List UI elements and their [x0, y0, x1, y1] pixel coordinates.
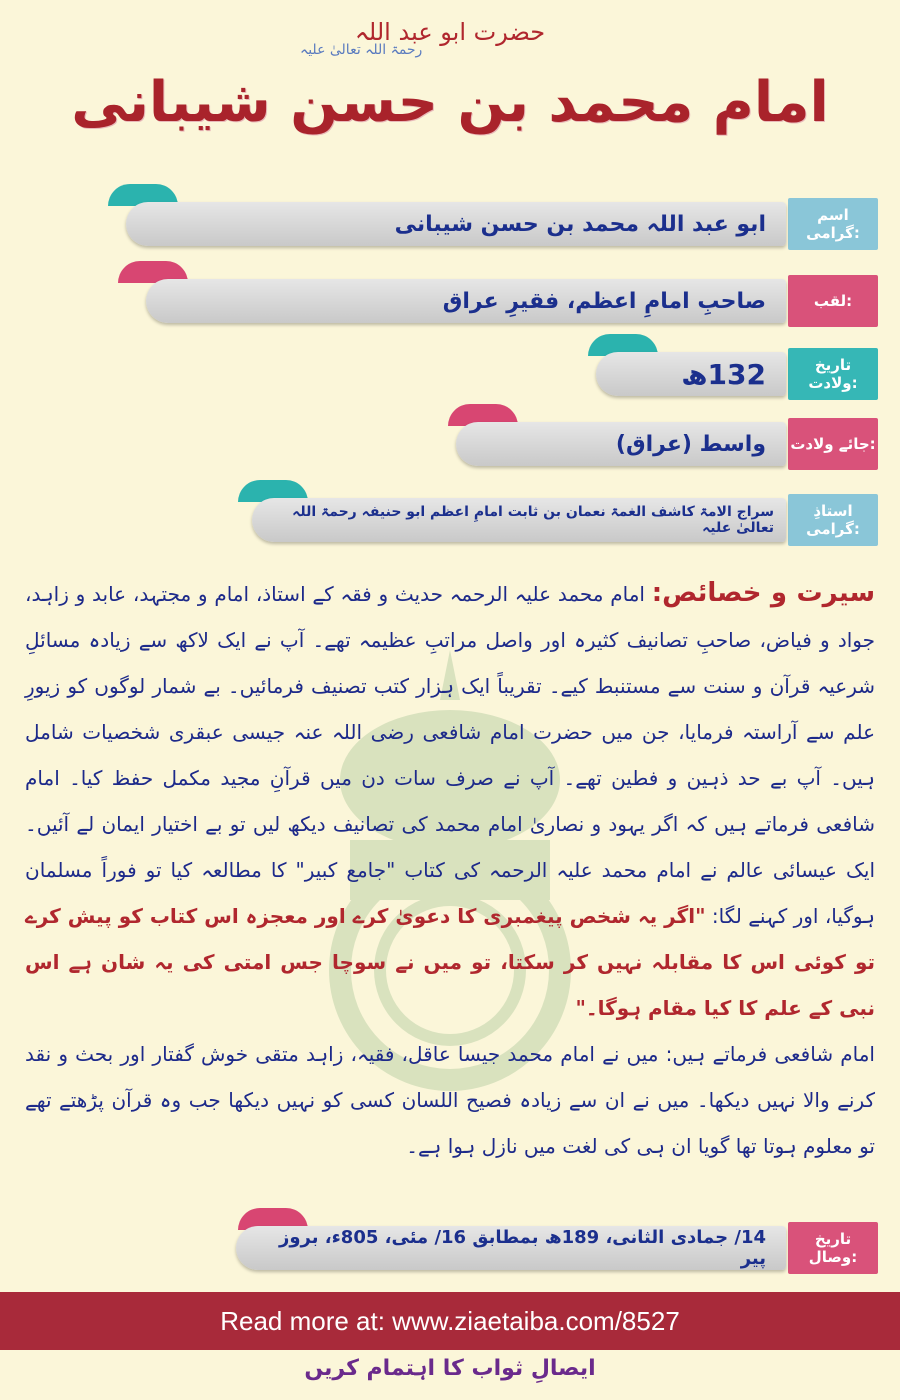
- section-heading: سیرت و خصائص:: [651, 578, 876, 608]
- info-label: استاذِ گرامی:: [788, 494, 878, 546]
- info-label: جائے ولادت:: [788, 418, 878, 470]
- info-value: سراج الامۃ کاشف الغمۃ نعمان بن ثابت امامِ اعظم ابو حنیفہ رحمۃ اللہ تعالیٰ علیہ: [252, 498, 786, 542]
- quote-text: "اگر یہ شخص پیغمبری کا دعویٰ کرے اور معجزہ اس کتاب کو پیش کرے تو کوئی اس کا مقابلہ نہیں کر سکتا، تو میں نے سوچا جس امتی کی یہ شان ہے اس نبی کے علم کا کیا مقام ہوگا۔": [25, 904, 875, 1020]
- footer-note: ایصالِ ثواب کا اہتمام کریں: [304, 1356, 596, 1381]
- info-value: صاحبِ امامِ اعظم، فقیرِ عراق: [146, 279, 786, 323]
- info-label: تاریخ ولادت:: [788, 348, 878, 400]
- info-row-name: [98, 198, 878, 256]
- header-subtitle: حضرت ابو عبد اللہ: [354, 18, 546, 46]
- honorific: رحمۃ اللہ تعالیٰ علیہ: [300, 42, 423, 58]
- info-row-teacher: [238, 494, 878, 552]
- info-value: 14/ جمادی الثانی، 189ھ بمطابق 16/ مئی، 805ء، بروز پیر: [236, 1226, 786, 1270]
- info-label: اسم گرامی:: [788, 198, 878, 250]
- biography-paragraph: امام محمد علیہ الرحمہ حدیث و فقہ کے استاذ، امام و مجتہد، عابد و زاہد، جواد و فیاض، صاحبِ تصانیف کثیرہ اور واصل مراتبِ عظیمہ تھے۔ آپ نے ایک لاکھ سے زیادہ مسائلِ شرعیہ قرآن و سنت سے مستنبط کیے۔ تقریباً ایک ہزار کتب تصنیف فرمائیں۔ بے شمار لوگوں کو زیورِ علم سے آراستہ فرمایا، جن میں حضرت امام شافعی رضی اللہ عنہ جیسی عبقری شخصیات شامل ہیں۔ آپ بے حد ذہین و فطین تھے۔ آپ نے صرف سات دن میں قرآنِ مجید مکمل حفظ کیا۔ امام شافعی فرماتے ہیں کہ اگر یہود و نصاریٰ امام محمد کی تصانیف دیکھ لیں تو بے اختیار ایمان لے آئیں۔ ایک عیسائی عالم نے امام محمد علیہ الرحمہ کی کتاب "جامع کبیر" کا مطالعہ کیا تو فوراً مسلمان ہوگیا، اور کہنے لگا:: [25, 582, 875, 928]
- info-value: واسط (عراق): [456, 422, 786, 466]
- info-row-birth-date: [578, 348, 878, 406]
- read-more-link[interactable]: Read more at: www.ziaetaiba.com/8527: [0, 1292, 900, 1350]
- info-row-birth-place: [438, 418, 878, 476]
- info-value: 132ھ: [596, 352, 786, 396]
- info-label: لقب:: [788, 275, 878, 327]
- info-label: تاریخ وصال:: [788, 1222, 878, 1274]
- info-row-title: [98, 275, 878, 333]
- shafii-paragraph: امام شافعی فرماتے ہیں: میں نے امام محمد جیسا عاقل، فقیہ، زاہد متقی خوش گفتار اور بحث و نقد کرنے والا نہیں دیکھا۔ میں نے ان سے زیادہ فصیح اللسان کسی کو نہیں دیکھا جب وہ قرآن پڑھتے تھے تو معلوم ہوتا تھا گویا ان ہی کی لغت میں نازل ہوا ہے۔: [25, 1042, 875, 1158]
- page-title: امام محمد بن حسن شیبانی: [71, 70, 829, 135]
- info-value: ابو عبد اللہ محمد بن حسن شیبانی: [126, 202, 786, 246]
- biography-text: [25, 570, 875, 1169]
- info-row-death-date: [238, 1222, 878, 1280]
